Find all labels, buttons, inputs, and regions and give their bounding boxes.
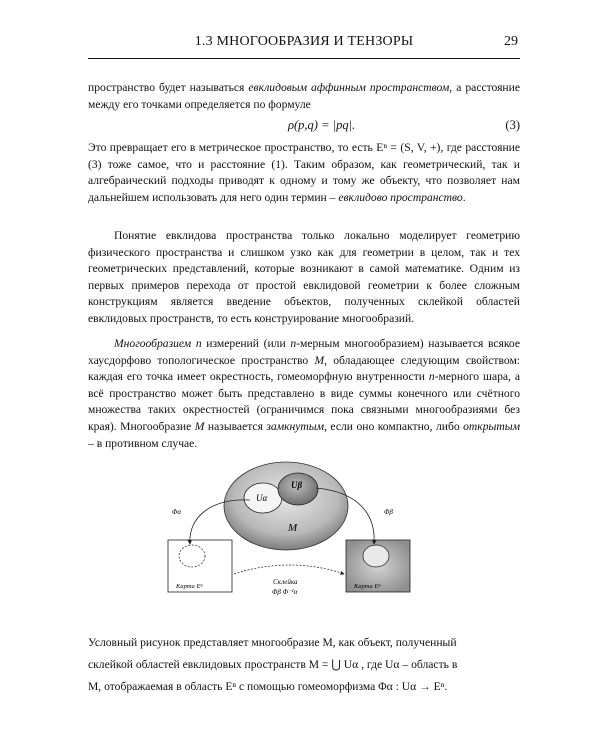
var-n: n xyxy=(290,337,297,350)
para4-seg1: измерений (или xyxy=(201,337,291,350)
section-title: 1.3 МНОГООБРАЗИЯ И ТЕНЗОРЫ xyxy=(194,34,414,49)
label-m: M xyxy=(288,522,298,534)
distance-formula: ρ(p,q) = |pq|. xyxy=(288,118,356,132)
para5-line2: склейкой областей евклидовых пространств M = ⋃ Uα , где Uα – область в xyxy=(88,658,458,671)
para4-seg6: , если оно компактно, либо xyxy=(324,419,464,433)
term-affine-space: евклидовым аффинным пространством xyxy=(248,81,450,94)
term-closed: замкнутым xyxy=(266,419,325,433)
label-phi-alpha: Φα xyxy=(172,508,182,516)
para5-line3: M, отображаемая в область Eⁿ с помощью гомеоморфизма Φα : Uα → Eⁿ. xyxy=(88,680,448,693)
para2-text: Это превращает его в метрическое пространство, то есть Eⁿ = (S, V, +), где расстояние (3) тоже самое, что и расстояние (1). Таким образом, как геометрический, так и алгебраический подходы приводят к одному и тому же объекту, что позволяет нам дальнейшем использовать для него один термин – xyxy=(88,141,520,204)
equation-number: (3) xyxy=(505,118,520,132)
para3-text: Понятие евклидова пространства только локально моделирует геометрию физического пространства и слишком узко как для геометрии в целом, так и тех геометрических представлений, которые возникают в самой математике. Одним из первых примеров перехода от простой евклидовой геометрии к более сложным конструкциям является введение объектов, полученных склейкой областей евклидовых пространств, то есть конструирование многообразий. xyxy=(88,229,520,325)
term-euclidean-space: евклидово пространство xyxy=(338,190,463,204)
var-M: M xyxy=(314,353,325,367)
manifold-figure xyxy=(150,458,420,608)
paragraph-2 xyxy=(88,140,520,206)
arrow-gluing xyxy=(234,565,344,574)
para4-seg3: , обладающее следующим свойством: каждая его точка имеет окрестность, гомеоморфную внутренности xyxy=(88,353,520,384)
paragraph-4 xyxy=(88,336,520,452)
para5-line1: Условный рисунок представляет многообразие M, как объект, полученный xyxy=(88,636,457,649)
label-u-alpha: Uα xyxy=(256,493,268,503)
term-open: открытым xyxy=(463,419,520,433)
paragraph-1 xyxy=(88,80,520,113)
header-rule xyxy=(88,58,520,59)
para4-seg7: – в противном случае. xyxy=(88,436,198,450)
chart-right-label: Карта Eⁿ xyxy=(354,583,381,590)
formula-3 xyxy=(88,118,520,138)
para1-text-end: , а расстояние между его точками определяется по формуле xyxy=(88,81,520,111)
term-manifold: Многообразием n xyxy=(114,337,202,350)
chart-left-region xyxy=(179,545,205,567)
label-phi-beta: Φβ xyxy=(384,508,393,516)
paragraph-5 xyxy=(88,632,520,698)
page-number: 29 xyxy=(504,34,518,49)
para2-text-end: . xyxy=(462,190,466,204)
running-header xyxy=(88,30,520,56)
para4-seg5: называется xyxy=(204,419,267,433)
var-n-2: n xyxy=(428,370,435,384)
manifold-body xyxy=(224,462,348,550)
para1-text: пространство будет называться xyxy=(88,81,249,94)
glue-title: Склейка xyxy=(273,578,298,586)
para4-seg4: -мерного шара, а всё пространство может быть представлено в виде суммы конечного или счётного множества таких окрестностей (ограничимся пока связными многообразиями без края). Многообразие xyxy=(88,370,520,433)
chart-right-region xyxy=(363,545,389,567)
glue-formula: Φβ Φ⁻¹α xyxy=(272,588,298,596)
para4-seg2: -мерным многообразием) называется всякое хаусдорфово топологическое пространство xyxy=(88,337,520,367)
var-M-2: M xyxy=(194,419,205,433)
chart-left-label: Карта Eⁿ xyxy=(176,583,203,590)
label-u-beta: Uβ xyxy=(291,480,303,490)
paragraph-3 xyxy=(88,228,520,328)
